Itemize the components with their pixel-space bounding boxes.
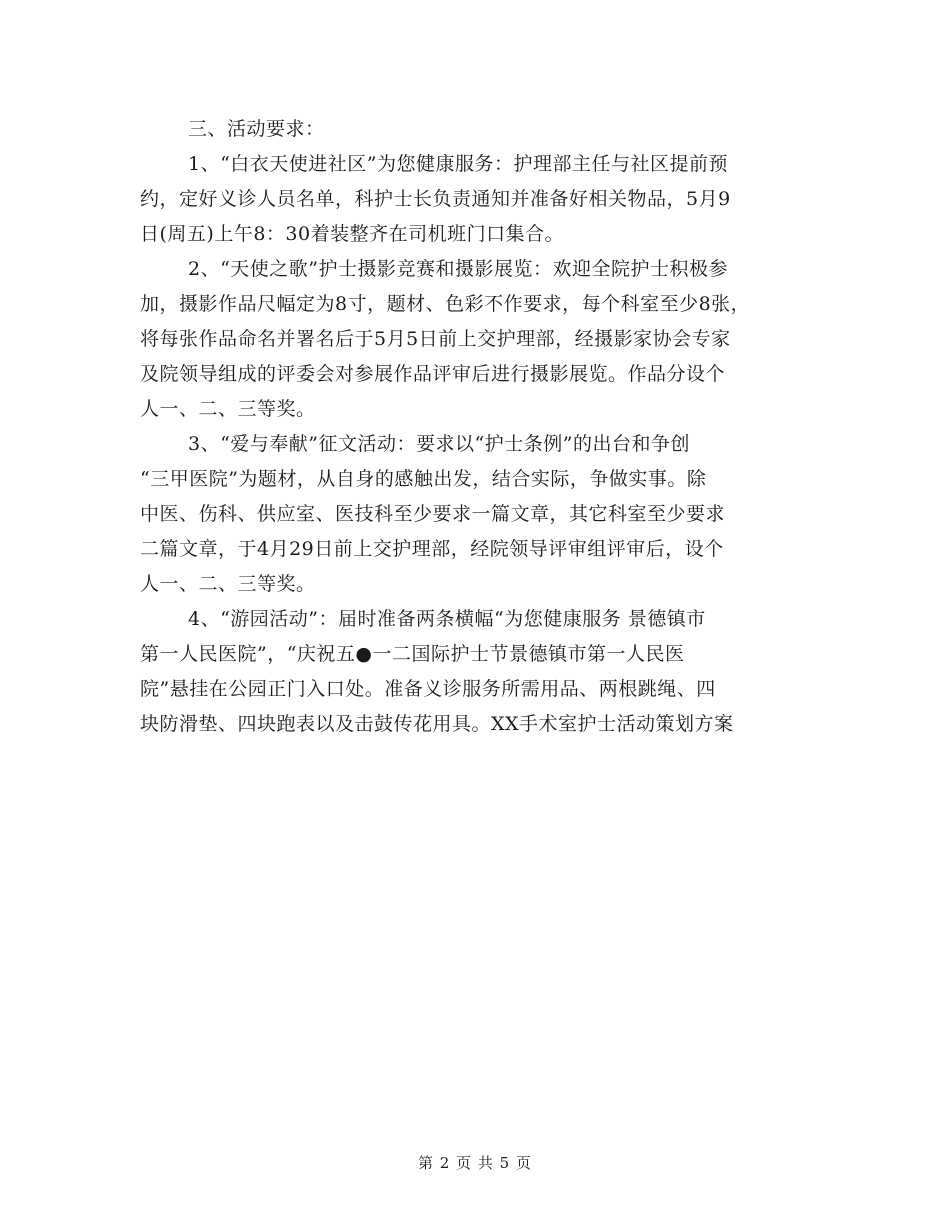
paragraph-line: 2、“天使之歌”护士摄影竞赛和摄影展览：欢迎全院护士积极参 [188, 258, 729, 280]
paragraph-line: 4、“游园活动”：届时准备两条横幅“为您健康服务 景德镇市 [188, 608, 706, 630]
paragraph-line: 院”悬挂在公园正门入口处。准备义诊服务所需用品、两根跳绳、四 [140, 678, 716, 700]
paragraph-line: 3、“爱与奉献”征文活动：要求以“护士条例”的出台和争创 [188, 433, 690, 455]
paragraph-line: 人一、二、三等奖。 [140, 573, 316, 595]
paragraph-line: 块防滑垫、四块跑表以及击鼓传花用具。XX手术室护士活动策划方案 [140, 713, 734, 735]
paragraph-line: 第一人民医院”，“庆祝五●一二国际护士节景德镇市第一人民医 [140, 643, 685, 665]
document-body [140, 112, 830, 742]
paragraph-line: 加，摄影作品尺幅定为8寸，题材、色彩不作要求，每个科室至少8张， [140, 293, 751, 315]
paragraph-line: 日(周五)上午8：30着装整齐在司机班门口集合。 [140, 223, 565, 245]
page-number-footer: 第 2 页 共 5 页 [418, 1154, 532, 1172]
paragraph-line: 1、“白衣天使进社区”为您健康服务：护理部主任与社区提前预 [188, 153, 729, 175]
paragraph-line: 中医、伤科、供应室、医技科至少要求一篇文章，其它科室至少要求 [140, 503, 726, 525]
paragraph-line: 及院领导组成的评委会对参展作品评审后进行摄影展览。作品分设个 [140, 363, 726, 385]
paragraph-line: 二篇文章，于4月29日前上交护理部，经院领导评审组评审后，设个 [140, 538, 724, 560]
paragraph-line: 将每张作品命名并署名后于5月5日前上交护理部，经摄影家协会专家 [140, 328, 731, 350]
paragraph-line: 人一、二、三等奖。 [140, 398, 316, 420]
paragraph-line: 约，定好义诊人员名单，科护士长负责通知并准备好相关物品，5月9 [140, 188, 731, 210]
paragraph-line: “三甲医院”为题材，从自身的感触出发，结合实际，争做实事。除 [140, 468, 707, 490]
section-heading: 三、活动要求： [188, 118, 325, 140]
